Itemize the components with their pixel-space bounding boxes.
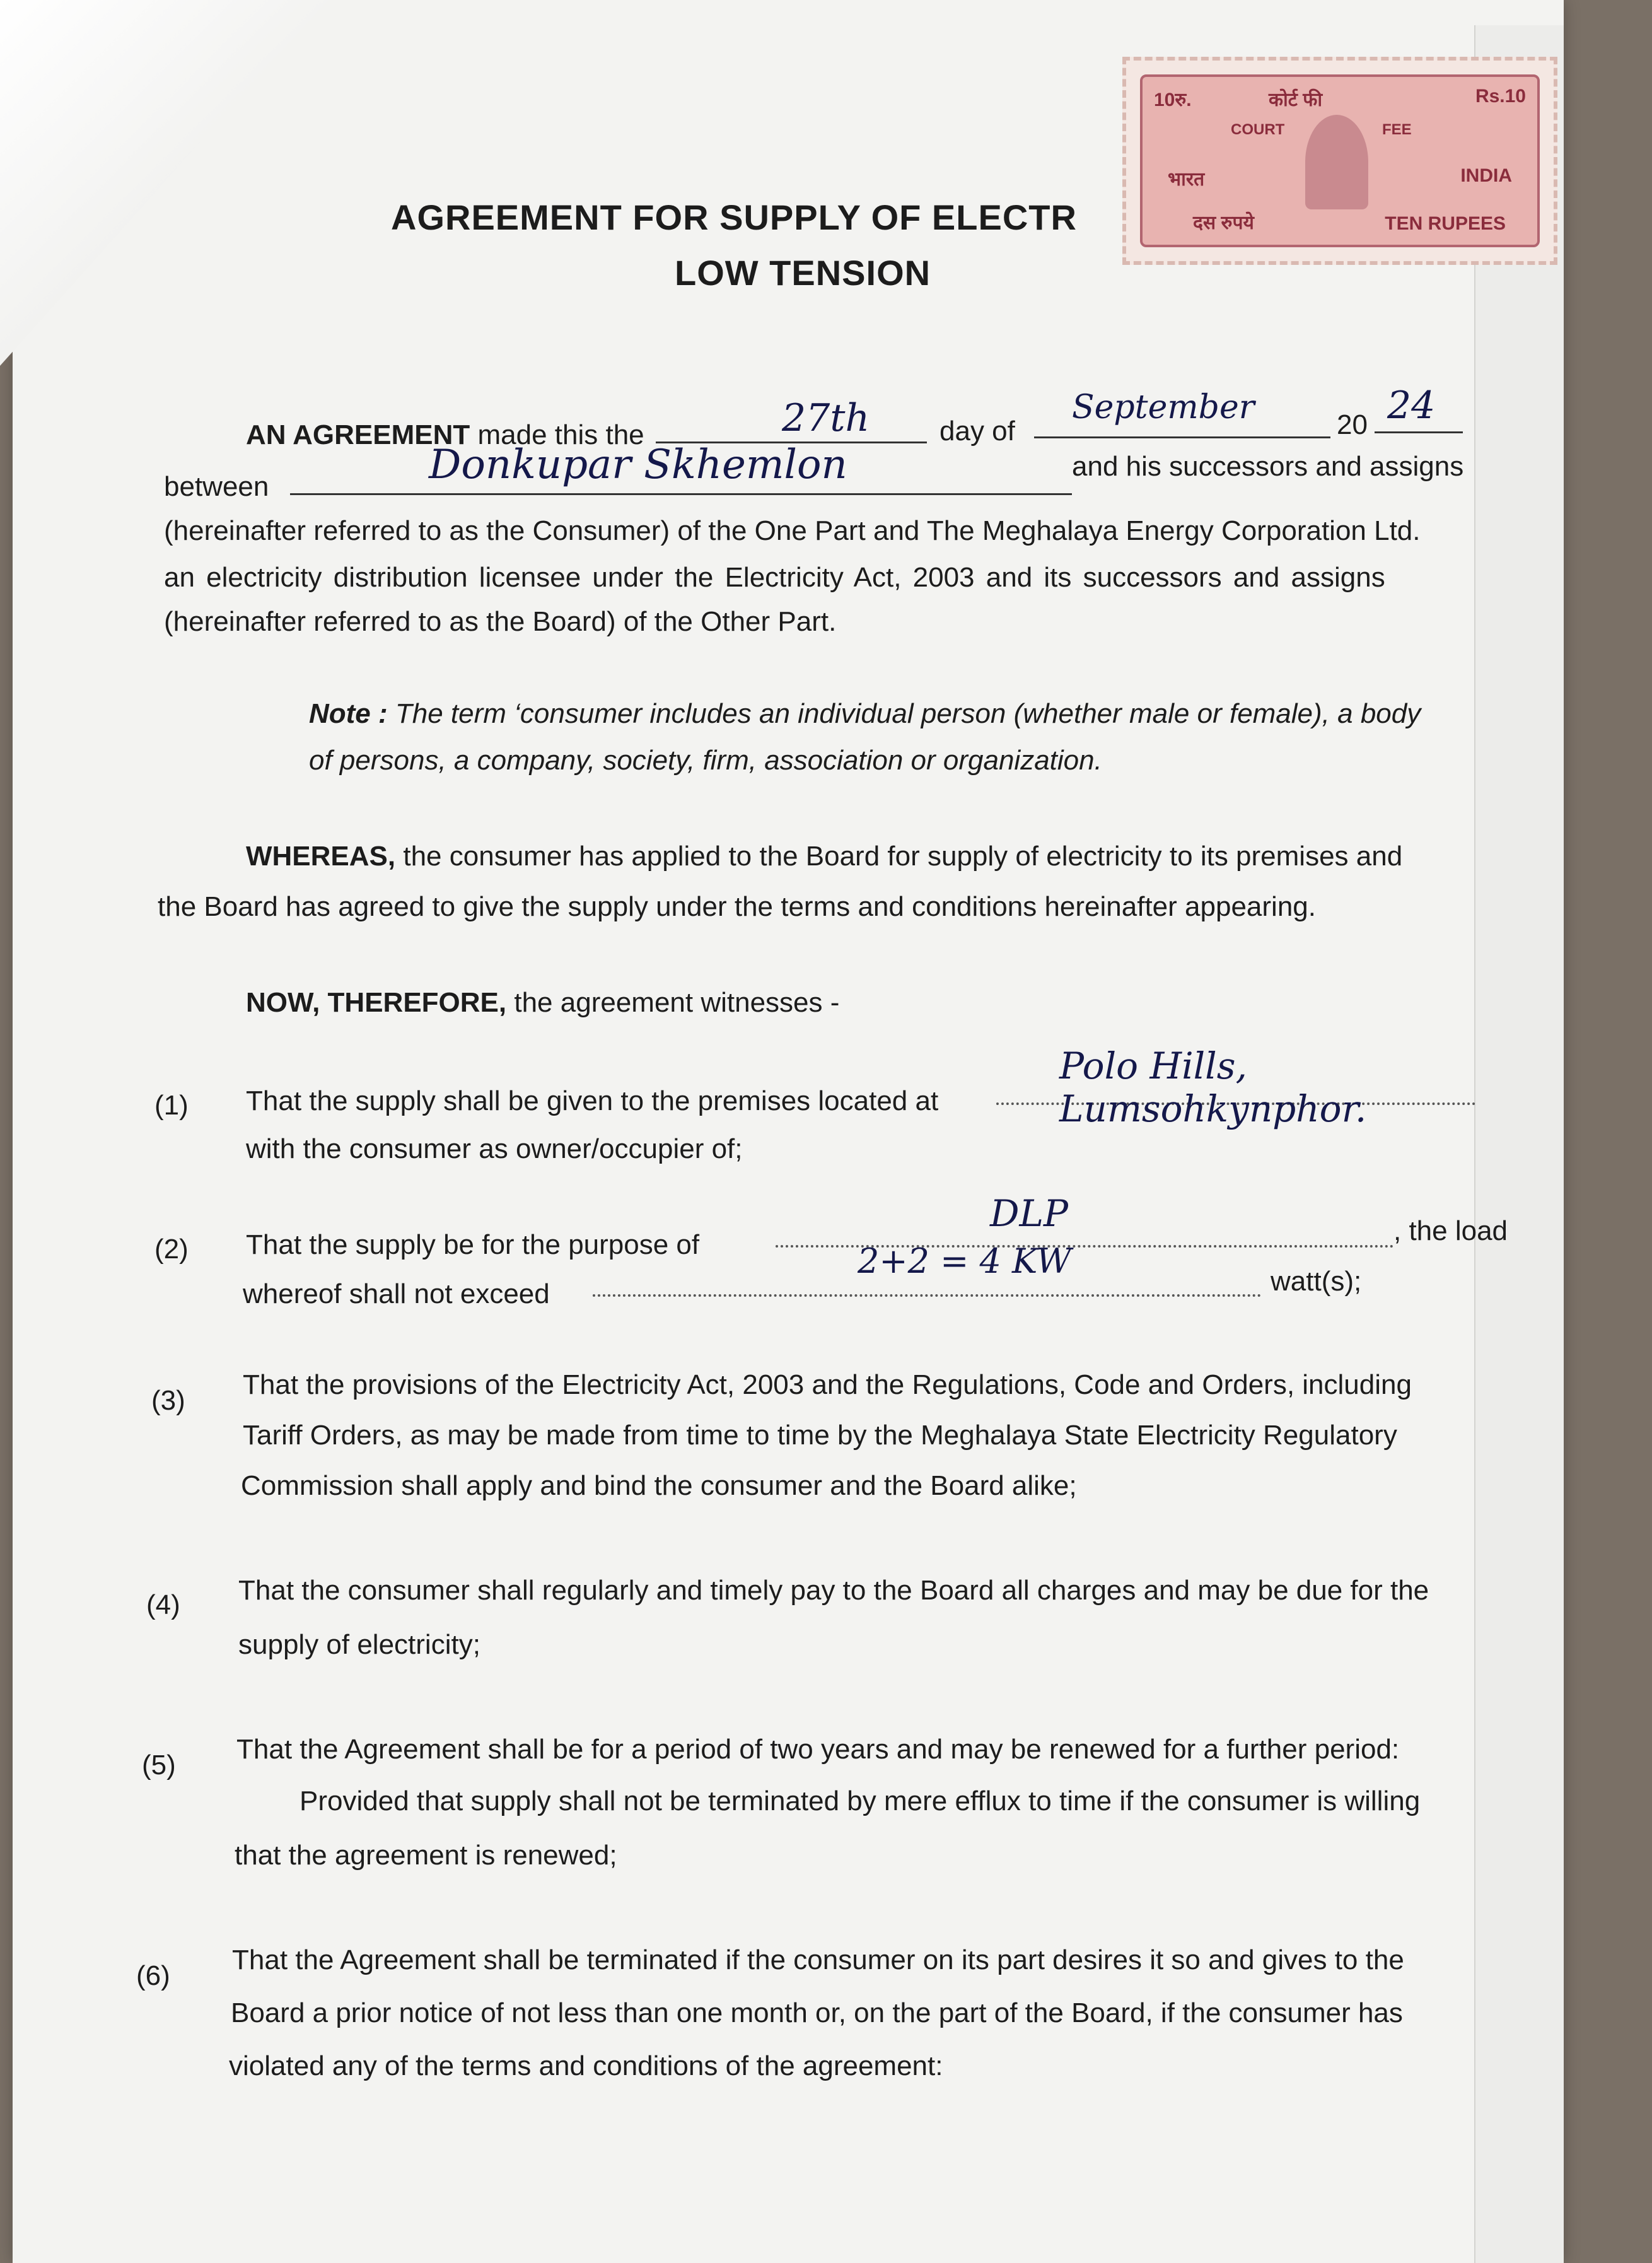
handwritten-year: 24 [1387,383,1436,428]
made-this-text: made this the [477,419,644,450]
stamp-bharat: भारत [1168,169,1205,190]
clause-3-line-1: That the provisions of the Electricity Act, 2003 and the Regulations, Code and Orders, including [243,1369,1412,1400]
whereas-line-1 [246,834,1402,879]
intro-line-5: (hereinafter referred to as the Board) of the Other Part. [164,606,837,637]
stamp-value-right: Rs.10 [1475,86,1526,107]
clause-2-load-text: , the load [1393,1215,1508,1246]
agreement-lead: AN AGREEMENT [246,419,470,450]
consumer-name-blank [290,493,1072,495]
clause-4-line-1: That the consumer shall regularly and timely pay to the Board all charges and may be due for the [238,1575,1429,1606]
year-prefix: 20 [1337,409,1368,440]
intro-line-4: an electricity distribution licensee under the Electricity Act, 2003 and its successors and assigns [164,562,1385,593]
clause-2-number: (2) [154,1234,189,1265]
handwritten-load: 2+2 = 4 KW [858,1241,1071,1281]
note-line-1 [309,691,1421,737]
underlying-page-edge [1474,25,1564,2263]
clause-6-line-2: Board a prior notice of not less than one month or, on the part of the Board, if the consumer has [231,1997,1403,2028]
clause-5-line-1: That the Agreement shall be for a period of two years and may be renewed for a further period: [236,1734,1400,1765]
handwritten-purpose: DLP [990,1192,1069,1235]
clause-6-number: (6) [136,1960,170,1991]
clause-5-line-2: Provided that supply shall not be terminated by mere efflux to time if the consumer is willing [300,1786,1421,1816]
note-text-1: The term ‘consumer includes an individual person (whether male or female), a body [395,698,1421,729]
stamp-hindi-amount: दस रुपये [1193,213,1254,233]
ashoka-emblem-icon [1305,115,1368,209]
clause-2-line-1: That the supply be for the purpose of [246,1229,700,1260]
intro-line-3: (hereinafter referred to as the Consumer) of the One Part and The Meghalaya Energy Corporation Ltd. [164,515,1421,546]
clause-3-number: (3) [151,1385,185,1416]
between-text: between [164,471,269,502]
clause-1-number: (1) [154,1090,189,1121]
load-blank [593,1294,1261,1297]
stamp-value-left: 10रु. [1154,90,1192,110]
year-blank [1375,431,1463,433]
handwritten-day: 27th [782,396,870,440]
stamp-court: COURT [1231,121,1285,138]
clause-6-line-3: violated any of the terms and conditions of the agreement: [229,2050,943,2081]
clause-2-watts: watt(s); [1271,1266,1362,1297]
clause-5-line-3: that the agreement is renewed; [235,1840,617,1871]
clause-3-line-2: Tariff Orders, as may be made from time to time by the Meghalaya State Electricity Regulatory [243,1420,1397,1451]
clause-1-line-1: That the supply shall be given to the premises located at [246,1085,939,1116]
title-line-2: LOW TENSION [675,253,931,293]
now-therefore-lead: NOW, THEREFORE, [246,987,507,1018]
whereas-line-2: the Board has agreed to give the supply under the terms and conditions hereinafter appearing. [158,891,1316,922]
stamp-india: INDIA [1460,165,1512,186]
whereas-text-1: the consumer has applied to the Board for supply of electricity to its premises and [403,841,1403,872]
title-line-1: AGREEMENT FOR SUPPLY OF ELECTR [391,197,1077,237]
stamp-english-amount: TEN RUPEES [1385,213,1506,234]
day-of-text: day of [939,416,1015,447]
handwritten-month: September [1072,389,1255,426]
court-fee-stamp [1122,57,1557,265]
clause-3-line-3: Commission shall apply and bind the consumer and the Board alike; [241,1470,1077,1501]
clause-6-line-1: That the Agreement shall be terminated if the consumer on its part desires it so and gives to the [232,1944,1404,1975]
now-therefore-line [246,980,839,1026]
handwritten-premises: Polo Hills, Lumsohkynphor. [1059,1044,1367,1130]
whereas-lead: WHEREAS, [246,841,396,872]
stamp-hindi-label: कोर्ट फी [1269,90,1323,110]
document-page [13,0,1564,2263]
stamp-face [1140,74,1540,247]
stamp-fee: FEE [1382,121,1412,138]
handwritten-consumer-name: Donkupar Skhemlon [429,441,847,488]
note-line-2: of persons, a company, society, firm, association or organization. [309,745,1102,776]
clause-5-number: (5) [142,1750,176,1781]
successors-text: and his successors and assigns [1072,451,1464,482]
clause-2-line-2: whereof shall not exceed [243,1278,550,1309]
now-therefore-text: the agreement witnesses - [514,987,840,1018]
note-label: Note : [309,698,388,729]
clause-1-line-2: with the consumer as owner/occupier of; [246,1133,743,1164]
month-blank [1034,436,1330,438]
clause-4-line-2: supply of electricity; [238,1629,480,1660]
clause-4-number: (4) [146,1589,180,1620]
